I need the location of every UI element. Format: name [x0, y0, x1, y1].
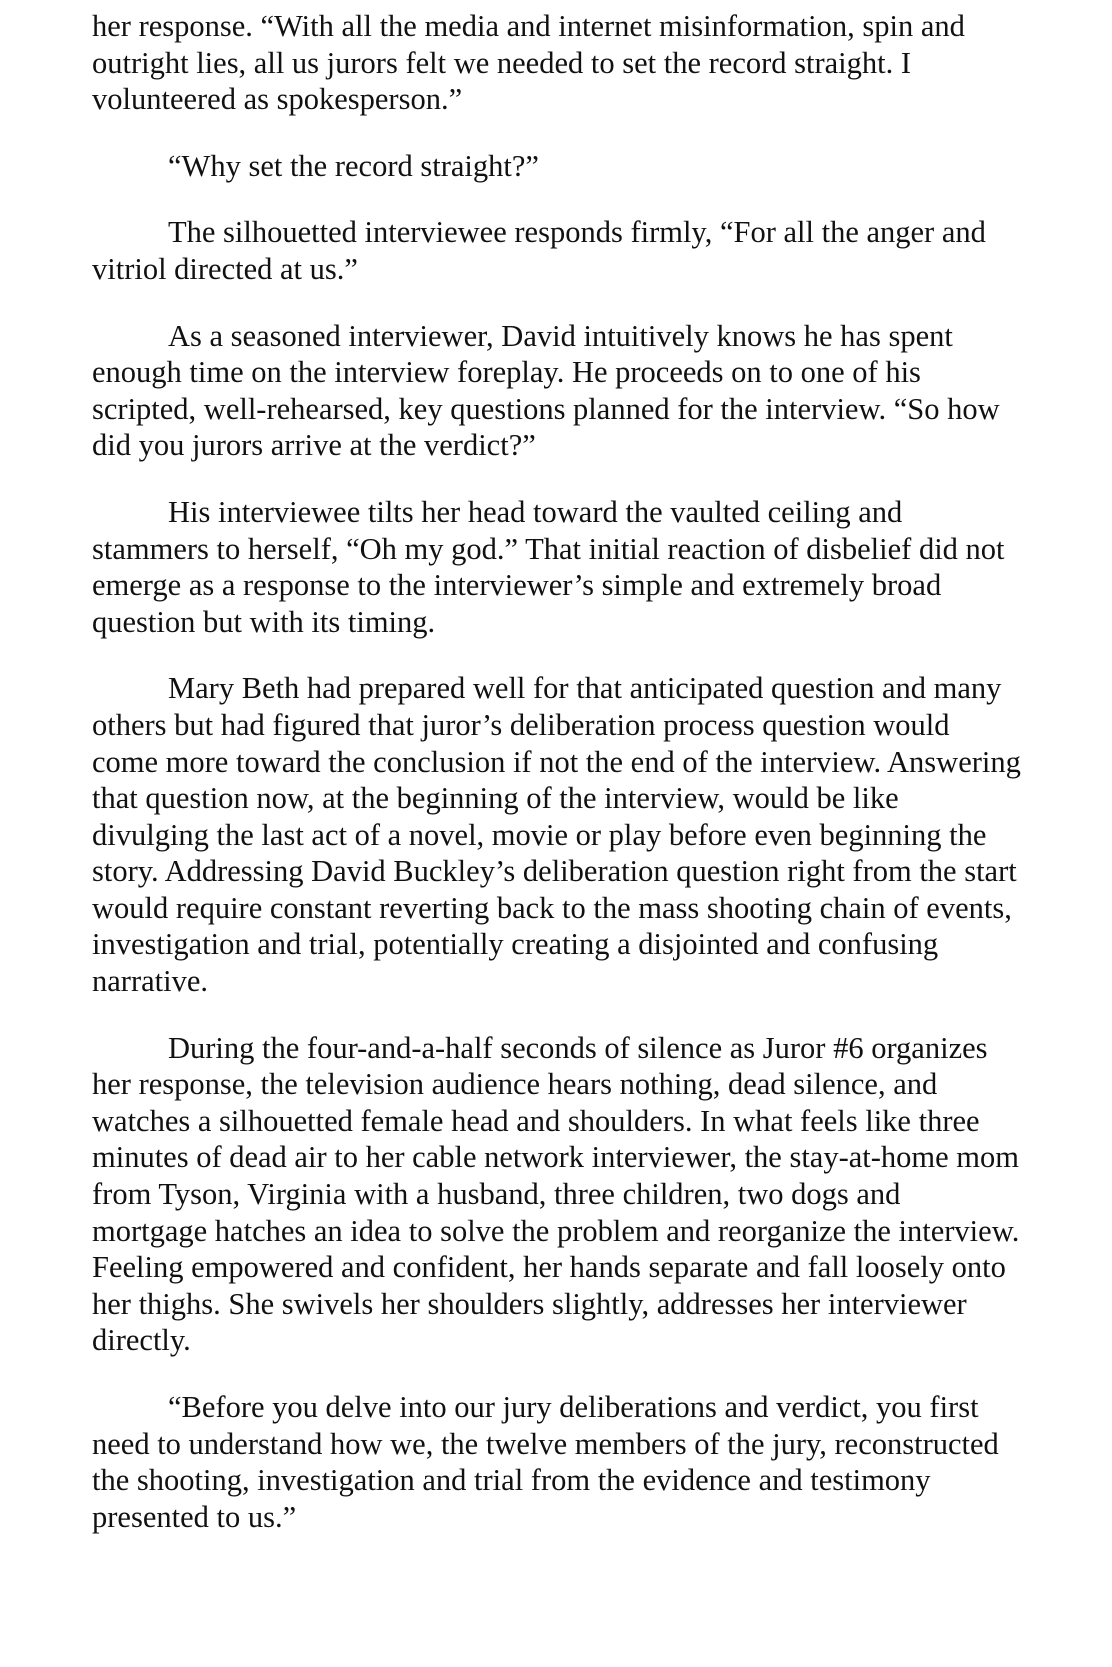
paragraph: The silhouetted interviewee responds firmly, “For all the anger and vitriol directed at us.” — [92, 215, 986, 286]
paragraph: During the four-and-a-half seconds of silence as Juror #6 organizes her response, the television audience hears nothing, dead silence, and watches a silhouetted female head and shoulders. In what feels like three minutes of dead air to her cable network interviewer, the stay-at-home mom from Tyson, Virginia with a husband, three children, two dogs and mortgage hatches an idea to solve the problem and reorganize the interview. Feeling empowered and confident, her hands separate and fall loosely onto her thighs. She swivels her shoulders slightly, addresses her interviewer directly. — [92, 1030, 1020, 1358]
paragraph: As a seasoned interviewer, David intuitively knows he has spent enough time on the interview foreplay. He proceeds on to one of his scripted, well-rehearsed, key questions planned for the interview. “So how did you jurors arrive at the verdict?” — [92, 318, 1000, 463]
paragraph: “Before you delve into our jury deliberations and verdict, you first need to understand how we, the twelve members of the jury, reconstructed the shooting, investigation and trial from the evidence and testimony presented to us.” — [92, 1390, 999, 1534]
paragraph: His interviewee tilts her head toward the vaulted ceiling and stammers to herself, “Oh my god.” That initial reaction of disbelief did not emerge as a response to the interviewer’s simple and extremely broad question but with its timing. — [92, 494, 1005, 639]
paragraph: “Why set the record straight?” — [168, 148, 539, 183]
paragraph: her response. “With all the media and internet misinformation, spin and outright lies, all us jurors felt we needed to set the record straight. I volunteered as spokesperson.” — [92, 9, 965, 117]
paragraph: Mary Beth had prepared well for that anticipated question and many others but had figured that juror’s deliberation process question would come more toward the conclusion if not the end of the interview. Answering that question now, at the beginning of the interview, would be like divulging the last act of a novel, movie or play before even beginning the story. Addressing David Buckley’s deliberation question right from the start would require constant reverting back to the mass shooting chain of events, investigation and trial, potentially creating a disjointed and confusing narrative. — [92, 671, 1021, 999]
document-page — [92, 8, 1022, 1565]
